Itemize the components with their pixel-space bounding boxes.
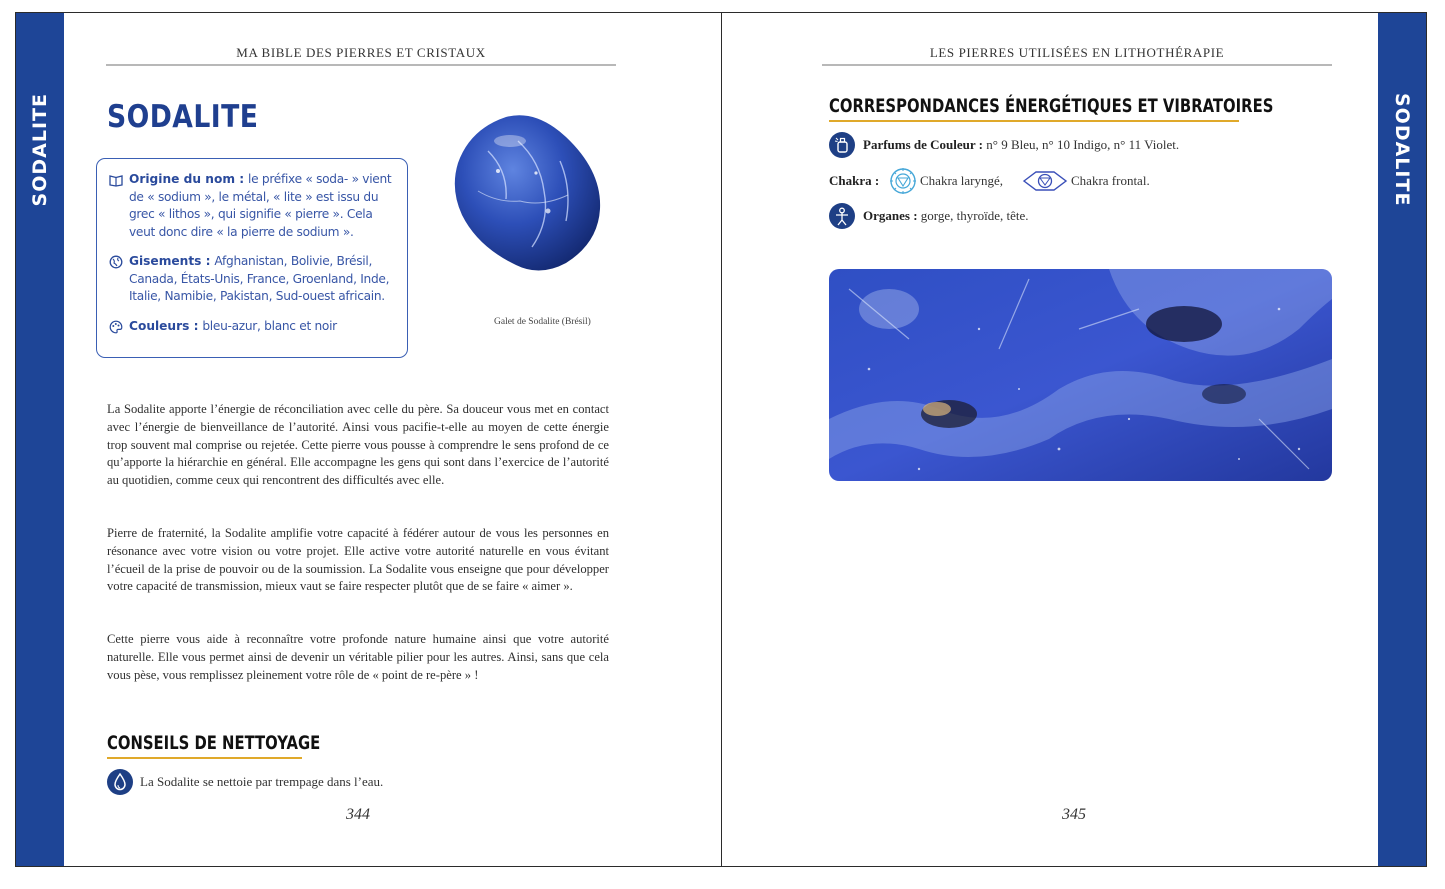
left-tab-label: SODALITE — [29, 93, 51, 207]
stone-caption: Galet de Sodalite (Brésil) — [494, 317, 591, 327]
right-tab-label: SODALITE — [1391, 93, 1413, 207]
perfume-bottle-icon — [829, 132, 855, 158]
chakra-label: Chakra : — [829, 173, 880, 188]
page-title: SODALITE — [107, 99, 259, 135]
throat-chakra-icon — [889, 167, 917, 195]
right-side-tab — [1378, 13, 1426, 866]
deposits-line-2: Canada, États-Unis, France, Groenland, Inde, — [129, 271, 390, 286]
deposits-line-1: Afghanistan, Bolivie, Brésil, — [214, 254, 373, 268]
left-side-tab — [16, 13, 64, 866]
perfumes-text: n° 9 Bleu, n° 10 Indigo, n° 11 Violet. — [986, 137, 1180, 152]
origin-line-3: grec « lithos », qui signifie « pierre ». Cela — [129, 207, 373, 221]
left-page-number: 344 — [346, 806, 370, 823]
cleaning-heading-underline — [107, 757, 302, 759]
third-eye-chakra-icon — [1022, 168, 1068, 194]
info-box — [96, 158, 408, 358]
origin-item — [109, 171, 397, 241]
origin-line-4: veut donc dire « la pierre de sodium ». — [129, 224, 354, 239]
colors-item — [109, 318, 397, 336]
organs-line — [863, 208, 1028, 224]
perfumes-label: Parfums de Couleur : — [863, 137, 984, 152]
paragraph-1: La Sodalite apporte l’énergie de réconciliation avec celle du père. Sa douceur vous met en contact avec l’énergie de bienveillance de l’autorité. Ainsi vous pacifie-t-elle au moyen de cette énergie trop souvent mal comprise ou rejetée. Cette pierre vous pousse à comprendre le sens profond de ce qu’apporte la hiérarchie en général. Elle accompagne les gens qui sont dans l’exercice de l’autorité au quotidien, comme ceux qui rencontrent des difficultés avec elle. — [107, 402, 609, 488]
correspondences-heading: CORRESPONDANCES ÉNERGÉTIQUES ET VIBRATOIRES — [829, 95, 1274, 117]
paragraph-2: Pierre de fraternité, la Sodalite amplifie votre capacité à fédérer autour de vous les personnes en résonance avec votre vision ou votre projet. Elle active votre autorité naturelle en vous évitant l’écueil de la prise de pouvoir ou de la soumission. La Sodalite vous enseigne que pour développer votre capacité de transmission, mieux vaut se faire respecter plutôt que de se faire « aimer ». — [107, 526, 609, 594]
origin-line-2: de « sodium », le métal, « lite » est issu du — [129, 189, 379, 204]
paragraph-3: Cette pierre vous aide à reconnaître votre profonde nature humaine ainsi que votre autorité naturelle. Elle vous permet ainsi de devenir un véritable pilier pour les autres. Ainsi, sans que cela vous pèse, vous remplissez pleinement votre rôle de « point de re-père » ! — [107, 632, 609, 682]
deposits-item — [109, 253, 397, 306]
cleaning-text: La Sodalite se nettoie par trempage dans l’eau. — [140, 774, 384, 789]
origin-line-1: le préfixe « soda- » vient — [248, 172, 392, 186]
chakra-1-text: Chakra laryngé, — [920, 173, 1004, 188]
cleaning-heading: CONSEILS DE NETTOYAGE — [107, 732, 321, 754]
perfumes-line — [863, 137, 1179, 153]
origin-label: Origine du nom : — [129, 172, 245, 186]
deposits-label: Gisements : — [129, 254, 211, 268]
water-drop-icon — [107, 769, 133, 795]
organs-text: gorge, thyroïde, tête. — [920, 208, 1029, 223]
colors-label: Couleurs : — [129, 318, 199, 333]
right-page-number: 345 — [1062, 806, 1086, 823]
left-running-head: MA BIBLE DES PIERRES ET CRISTAUX — [236, 45, 486, 60]
correspondences-heading-underline — [829, 120, 1239, 122]
sodalite-stone-image — [448, 111, 608, 275]
right-head-rule — [822, 64, 1332, 66]
globe-icon — [109, 255, 123, 269]
book-icon — [109, 173, 123, 187]
chakra-2-text: Chakra frontal. — [1071, 173, 1150, 188]
book-spread — [15, 12, 1427, 867]
deposits-line-3: Italie, Namibie, Pakistan, Sud-ouest africain. — [129, 289, 385, 303]
sodalite-macro-photo — [829, 269, 1332, 481]
right-running-head: LES PIERRES UTILISÉES EN LITHOTHÉRAPIE — [929, 45, 1225, 60]
chakra-line — [829, 173, 879, 189]
organs-label: Organes : — [863, 208, 918, 223]
colors-text: bleu-azur, blanc et noir — [202, 318, 337, 333]
organs-icon — [829, 203, 855, 229]
left-head-rule — [106, 64, 616, 66]
page-gutter — [721, 13, 722, 866]
palette-icon — [109, 320, 123, 334]
